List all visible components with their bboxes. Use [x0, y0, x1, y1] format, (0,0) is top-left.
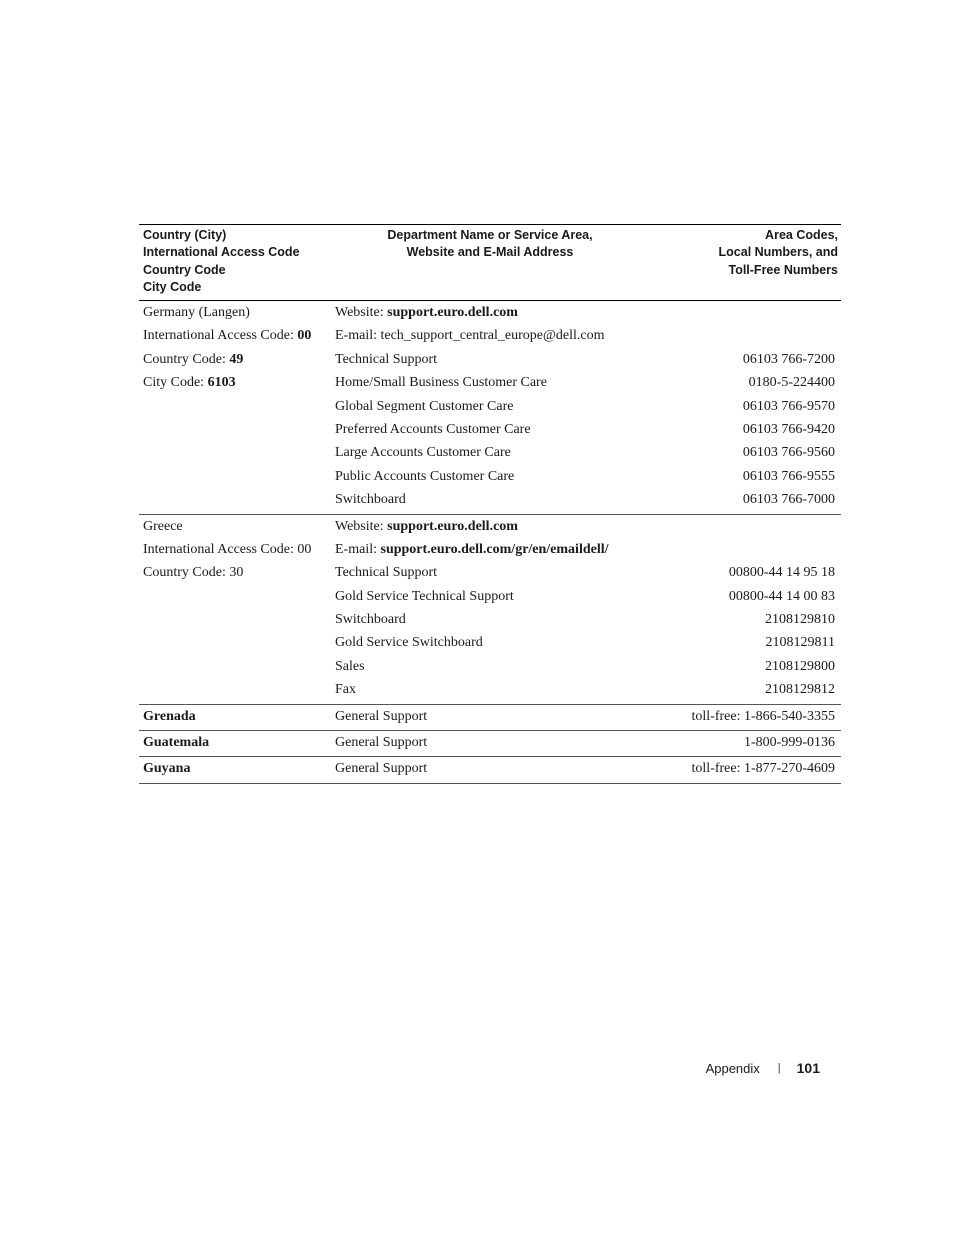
page-number: 101	[796, 1060, 820, 1076]
department-cell	[335, 516, 635, 539]
department-link[interactable]: support.euro.dell.com	[387, 518, 518, 534]
country-group	[139, 731, 841, 757]
table-row	[139, 679, 841, 702]
country-cell	[139, 732, 335, 755]
department-label: Global Segment Customer Care	[335, 398, 514, 414]
country-cell	[139, 442, 335, 465]
country-cell-label: Greece	[143, 518, 183, 534]
country-cell	[139, 609, 335, 632]
department-label: E-mail:	[335, 541, 381, 557]
department-label: Public Accounts Customer Care	[335, 468, 515, 484]
country-cell-value: Grenada	[143, 708, 196, 724]
country-cell-value: Guyana	[143, 761, 191, 777]
country-cell-label: International Access Code:	[143, 328, 298, 344]
table-body	[139, 301, 841, 784]
department-cell	[335, 396, 635, 419]
phone-number-cell: 06103 766-9570	[742, 398, 835, 414]
department-label: Switchboard	[335, 612, 406, 628]
department-cell	[335, 586, 635, 609]
phone-number-cell: 2108129812	[765, 682, 835, 698]
page-footer	[706, 1060, 820, 1076]
phone-number-cell: 06103 766-7200	[742, 351, 835, 367]
footer-separator: |	[777, 1062, 781, 1074]
country-cell-label: International Access Code: 00	[143, 541, 312, 557]
country-cell	[139, 466, 335, 489]
table-row	[139, 442, 841, 465]
header-line: Local Numbers, and	[718, 245, 838, 260]
department-label: Technical Support	[335, 351, 438, 367]
phone-number-cell: 06103 766-9560	[742, 445, 835, 461]
phone-number-cell: toll-free: 1-866-540-3355	[691, 708, 835, 724]
country-cell	[139, 419, 335, 442]
country-cell-value: Guatemala	[143, 735, 210, 751]
country-group	[139, 515, 841, 705]
header-country-column	[143, 227, 300, 296]
country-group	[139, 301, 841, 515]
department-label: Gold Service Technical Support	[335, 588, 514, 604]
country-cell-label: City Code:	[143, 375, 208, 391]
country-cell	[139, 562, 335, 585]
table-row	[139, 372, 841, 395]
department-cell	[335, 442, 635, 465]
header-line: Website and E-Mail Address	[406, 245, 574, 260]
department-label: General Support	[335, 761, 428, 777]
country-cell-label: Germany (Langen)	[143, 305, 250, 320]
header-numbers-column	[719, 227, 838, 279]
table-row	[139, 609, 841, 632]
table-row	[139, 562, 841, 585]
department-label: Gold Service Switchboard	[335, 635, 483, 651]
department-label: Website:	[335, 518, 388, 534]
country-group	[139, 705, 841, 731]
department-cell	[335, 732, 635, 755]
phone-number-cell: 1-800-999-0136	[744, 735, 835, 751]
contact-table	[139, 224, 841, 784]
department-link[interactable]: support.euro.dell.com/gr/en/emaildell/	[380, 541, 609, 557]
department-cell	[335, 562, 635, 585]
header-line: Country (City)	[143, 228, 227, 242]
department-label: General Support	[335, 735, 428, 751]
phone-number-cell: 00800-44 14 00 83	[728, 588, 835, 604]
department-cell	[335, 489, 635, 512]
phone-number-cell	[635, 539, 841, 562]
phone-number-cell: 2108129810	[765, 612, 835, 628]
table-row	[139, 706, 841, 729]
phone-number-cell: 06103 766-9555	[742, 468, 835, 484]
country-cell	[139, 679, 335, 702]
department-cell	[335, 706, 635, 729]
department-cell	[335, 372, 635, 395]
footer-section: Appendix	[705, 1060, 760, 1076]
table-row	[139, 349, 841, 372]
department-cell	[335, 656, 635, 679]
table-row	[139, 586, 841, 609]
country-cell-value: 00	[297, 328, 312, 344]
country-cell	[139, 372, 335, 395]
phone-number-cell	[635, 302, 841, 325]
department-cell	[335, 302, 635, 325]
header-line: Toll-Free Numbers	[728, 262, 838, 277]
department-cell	[335, 349, 635, 372]
table-row	[139, 516, 841, 539]
table-row	[139, 656, 841, 679]
table-row	[139, 758, 841, 781]
department-label: Technical Support	[335, 565, 438, 581]
country-cell	[139, 302, 335, 325]
phone-number-cell: 06103 766-7000	[742, 492, 835, 508]
country-cell	[139, 586, 335, 609]
country-group	[139, 757, 841, 783]
department-cell	[335, 419, 635, 442]
department-label: General Support	[335, 708, 428, 724]
department-label: Sales	[335, 658, 365, 674]
department-cell	[335, 679, 635, 702]
department-link[interactable]: support.euro.dell.com	[387, 305, 518, 320]
department-cell	[335, 466, 635, 489]
country-cell	[139, 632, 335, 655]
header-department-column	[347, 227, 633, 262]
table-row	[139, 396, 841, 419]
department-cell	[335, 758, 635, 781]
department-label: Preferred Accounts Customer Care	[335, 421, 531, 437]
table-row	[139, 539, 841, 562]
department-cell	[335, 609, 635, 632]
department-label: Large Accounts Customer Care	[335, 445, 511, 461]
table-row	[139, 632, 841, 655]
phone-number-cell: 0180-5-224400	[748, 375, 835, 391]
phone-number-cell	[635, 325, 841, 348]
country-cell	[139, 349, 335, 372]
phone-number-cell: 2108129800	[765, 658, 835, 674]
country-cell-value: 49	[229, 351, 244, 367]
country-cell	[139, 706, 335, 729]
country-cell	[139, 489, 335, 512]
department-label: Fax	[335, 682, 356, 698]
header-line: Area Codes,	[765, 228, 838, 242]
country-cell	[139, 516, 335, 539]
table-row	[139, 302, 841, 325]
header-line: Department Name or Service Area,	[387, 228, 593, 242]
phone-number-cell	[635, 516, 841, 539]
header-line: International Access Code	[143, 245, 300, 260]
phone-number-cell: 2108129811	[765, 635, 835, 651]
table-row	[139, 419, 841, 442]
country-cell-label: Country Code:	[143, 351, 230, 367]
department-label: Switchboard	[335, 492, 406, 508]
country-cell	[139, 539, 335, 562]
country-cell	[139, 325, 335, 348]
department-cell	[335, 632, 635, 655]
phone-number-cell: toll-free: 1-877-270-4609	[691, 761, 835, 777]
department-cell	[335, 539, 635, 562]
table-row	[139, 732, 841, 755]
table-row	[139, 325, 841, 348]
country-cell	[139, 758, 335, 781]
table-row	[139, 466, 841, 489]
department-label: E-mail: tech_support_central_europe@dell.com	[335, 328, 605, 344]
country-cell-value: 6103	[207, 375, 236, 391]
country-cell	[139, 656, 335, 679]
country-cell	[139, 396, 335, 419]
table-row	[139, 489, 841, 512]
header-line: City Code	[143, 279, 202, 294]
country-cell-label: Country Code: 30	[143, 565, 244, 581]
header-line: Country Code	[143, 262, 226, 277]
phone-number-cell: 06103 766-9420	[742, 421, 835, 437]
department-label: Home/Small Business Customer Care	[335, 375, 547, 391]
department-cell	[335, 325, 635, 348]
phone-number-cell: 00800-44 14 95 18	[728, 565, 835, 581]
department-label: Website:	[335, 305, 388, 320]
table-header	[139, 224, 841, 301]
